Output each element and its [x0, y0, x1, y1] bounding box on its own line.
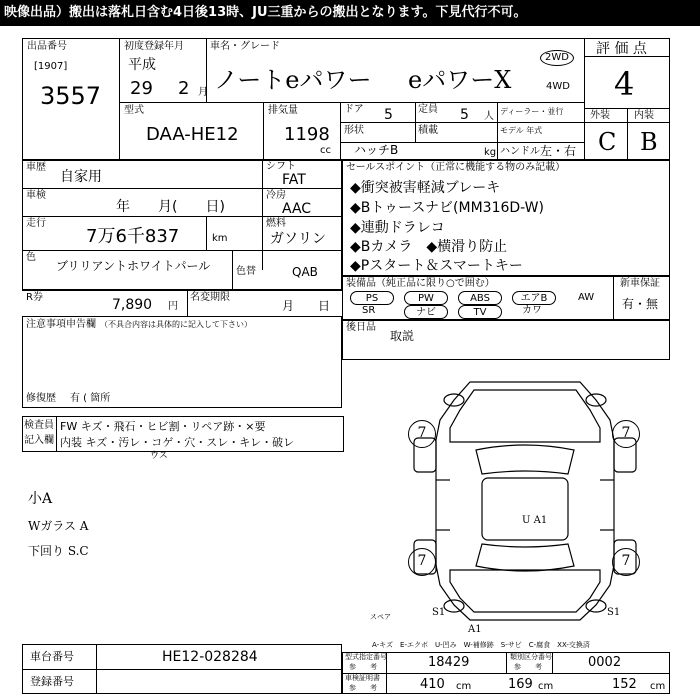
usage: 自家用 — [60, 169, 102, 185]
length-unit: cm — [456, 681, 472, 692]
inspector-label-2: 記入欄 — [24, 435, 54, 446]
equip-ps: PS — [350, 291, 394, 305]
dealer-label: ディーラー・並行 — [500, 107, 564, 116]
interior-label: 内装 — [634, 110, 654, 121]
damage-mark-center: U A1 — [522, 515, 548, 526]
type-number: 18429 — [428, 655, 470, 670]
height: 152 — [612, 677, 637, 692]
dim-label: 車検証明書 — [345, 674, 380, 682]
equip-abs: ABS — [458, 291, 502, 305]
equip-pw: PW — [404, 291, 448, 305]
ac: AAC — [282, 201, 312, 217]
capacity: 5 — [460, 107, 469, 123]
equip-sr: SR — [362, 305, 376, 316]
lot-code: [1907] — [34, 61, 68, 72]
sales-points-label: セールスポイント（正常に機能する物のみ記載） — [346, 162, 566, 173]
first-reg-label: 初度登録年月 — [124, 41, 184, 52]
shift: FAT — [282, 172, 306, 188]
class-label: 類別区分番号 — [510, 653, 552, 661]
inspector-note: 小A — [28, 491, 53, 507]
doors: 5 — [384, 107, 393, 123]
type-sub: 参 考 — [349, 663, 377, 671]
color-label: 色 — [26, 252, 36, 263]
km-unit: km — [212, 233, 228, 244]
damage-mark-right: S1 — [607, 607, 621, 618]
inspector-line-2: 内装 キズ・汚レ・コゲ・穴・スレ・キレ・破レ — [60, 436, 295, 449]
equip-airbag: エアB — [512, 291, 556, 305]
car-diagram — [400, 370, 650, 630]
damage-legend: A-キズ E-エクボ U-凹み W-補修跡 S-サビ C-腐食 XX-交換済 — [372, 641, 590, 649]
capacity-label: 定員 — [418, 104, 438, 115]
mileage: 7万6千837 — [86, 226, 180, 247]
damage-mark: 7 — [408, 548, 436, 576]
inspector-note: 下回り S.C — [28, 544, 89, 558]
yen-unit: 円 — [168, 301, 178, 312]
person-unit: 人 — [484, 111, 494, 122]
length: 410 — [420, 677, 445, 692]
class-sub: 参 考 — [514, 663, 542, 671]
chassis-number: HE12-028284 — [162, 649, 258, 665]
usage-label: 車歴 — [26, 162, 46, 173]
month-unit: 月 — [198, 87, 208, 98]
damage-mark-left: S1 — [432, 607, 446, 618]
load-label: 積載 — [418, 125, 438, 136]
class-number: 0002 — [588, 655, 622, 670]
score-label: 評 価 点 — [596, 41, 647, 57]
score: 4 — [614, 65, 635, 103]
type-label: 型式指定番号 — [345, 653, 387, 661]
model-label: 型式 — [124, 105, 144, 116]
recycle-fee: 7,890 — [112, 297, 153, 313]
chassis-label: 車台番号 — [30, 650, 74, 663]
reg-year: 29 — [130, 78, 153, 99]
shape-label: 形状 — [344, 125, 364, 136]
shift-label: シフト — [266, 161, 296, 172]
displacement-label: 排気量 — [268, 105, 298, 116]
ac-label: 冷房 — [266, 190, 286, 201]
damage-mark: 7 — [612, 548, 640, 576]
inspector-handwritten-sub: ウス — [150, 451, 168, 461]
name-change-label: 名変期限 — [190, 292, 230, 303]
after-label: 後日品 — [346, 322, 376, 333]
equipment-label: 装備品（純正品に限り○で囲む） — [346, 278, 495, 289]
drive-2wd: 2WD — [540, 50, 574, 66]
sales-point-item: ◆Bカメラ ◆横滑り防止 — [350, 239, 508, 255]
damage-mark: 7 — [408, 420, 436, 448]
height-unit: cm — [650, 681, 666, 692]
notes-label: 注意事項申告欄 — [26, 319, 96, 330]
inspector-note: Wガラス A — [28, 519, 89, 533]
recycle-label: R券 — [26, 292, 43, 303]
exterior-label: 外装 — [590, 110, 610, 121]
new-warranty: 有・無 — [622, 297, 659, 311]
equip-tv: TV — [458, 305, 502, 319]
door-label: ドア — [344, 104, 364, 115]
damage-mark-rear: A1 — [468, 624, 482, 635]
car-name-label: 車名・グレード — [210, 41, 280, 52]
lot-number: 3557 — [40, 82, 102, 110]
model-code: DAA-HE12 — [146, 124, 239, 145]
notes-sub: （不具合内容は具体的に記入して下さい） — [100, 320, 252, 329]
car-name: ノートeパワー — [214, 66, 372, 94]
inspector-line-1: FW キズ・飛石・ヒビ割・リペア跡・×要 — [60, 420, 266, 433]
interior-grade: B — [640, 128, 658, 156]
fuel-label: 燃料 — [266, 218, 286, 229]
repair: 有 ( 箇所 — [70, 393, 111, 404]
reg-month: 2 — [178, 78, 190, 99]
mileage-label: 走行 — [26, 218, 46, 229]
handle: 左・右 — [540, 144, 577, 158]
kg-unit: kg — [484, 147, 497, 158]
inspector-label: 検査員 — [24, 420, 54, 431]
damage-mark: 7 — [612, 420, 640, 448]
inspection-label: 車検 — [26, 190, 46, 201]
dim-sub: 参 考 — [349, 684, 377, 692]
sales-point-item: ◆衝突被害軽減ブレーキ — [350, 180, 501, 196]
color-code: QAB — [292, 265, 318, 279]
equip-leather: カワ — [522, 305, 542, 316]
sales-point-item: ◆連動ドラレコ — [350, 220, 445, 236]
name-change: 月 日 — [282, 299, 331, 313]
cc-unit: cc — [320, 145, 331, 156]
sales-point-item: ◆Pスタート＆スマートキー — [350, 258, 523, 274]
width-unit: cm — [538, 681, 554, 692]
grade: eパワーX — [408, 66, 512, 94]
banner: 映像出品）搬出は落札日含む4日後13時、JU三重からの搬出となります。下見代行不可。 — [0, 0, 700, 26]
era: 平成 — [128, 57, 156, 73]
spare-label: スペア — [370, 613, 391, 621]
width: 169 — [508, 677, 533, 692]
exterior-grade: C — [598, 128, 617, 156]
displacement: 1198 — [284, 124, 330, 145]
shape: ハッチB — [354, 143, 399, 157]
lot-label: 出品番号 — [27, 41, 67, 52]
equip-navi: ナビ — [404, 305, 448, 319]
handle-label: ハンドル — [500, 146, 540, 157]
after-items: 取説 — [390, 329, 415, 343]
drive-4wd: 4WD — [546, 81, 570, 92]
reg-number-label: 登録番号 — [30, 675, 74, 688]
equip-aw: AW — [578, 292, 595, 303]
sales-point-item: ◆Bトゥースナビ(MM316D-W) — [350, 200, 544, 216]
fuel: ガソリン — [270, 231, 326, 247]
color: ブリリアントホワイトパール — [56, 259, 211, 273]
model-year-label: モデル 年式 — [500, 126, 543, 135]
new-warranty-label: 新車保証 — [620, 278, 660, 289]
repair-label: 修復歴 — [26, 393, 56, 404]
color-code-label: 色替 — [236, 266, 256, 277]
inspection: 年 月( 日) — [116, 199, 225, 215]
